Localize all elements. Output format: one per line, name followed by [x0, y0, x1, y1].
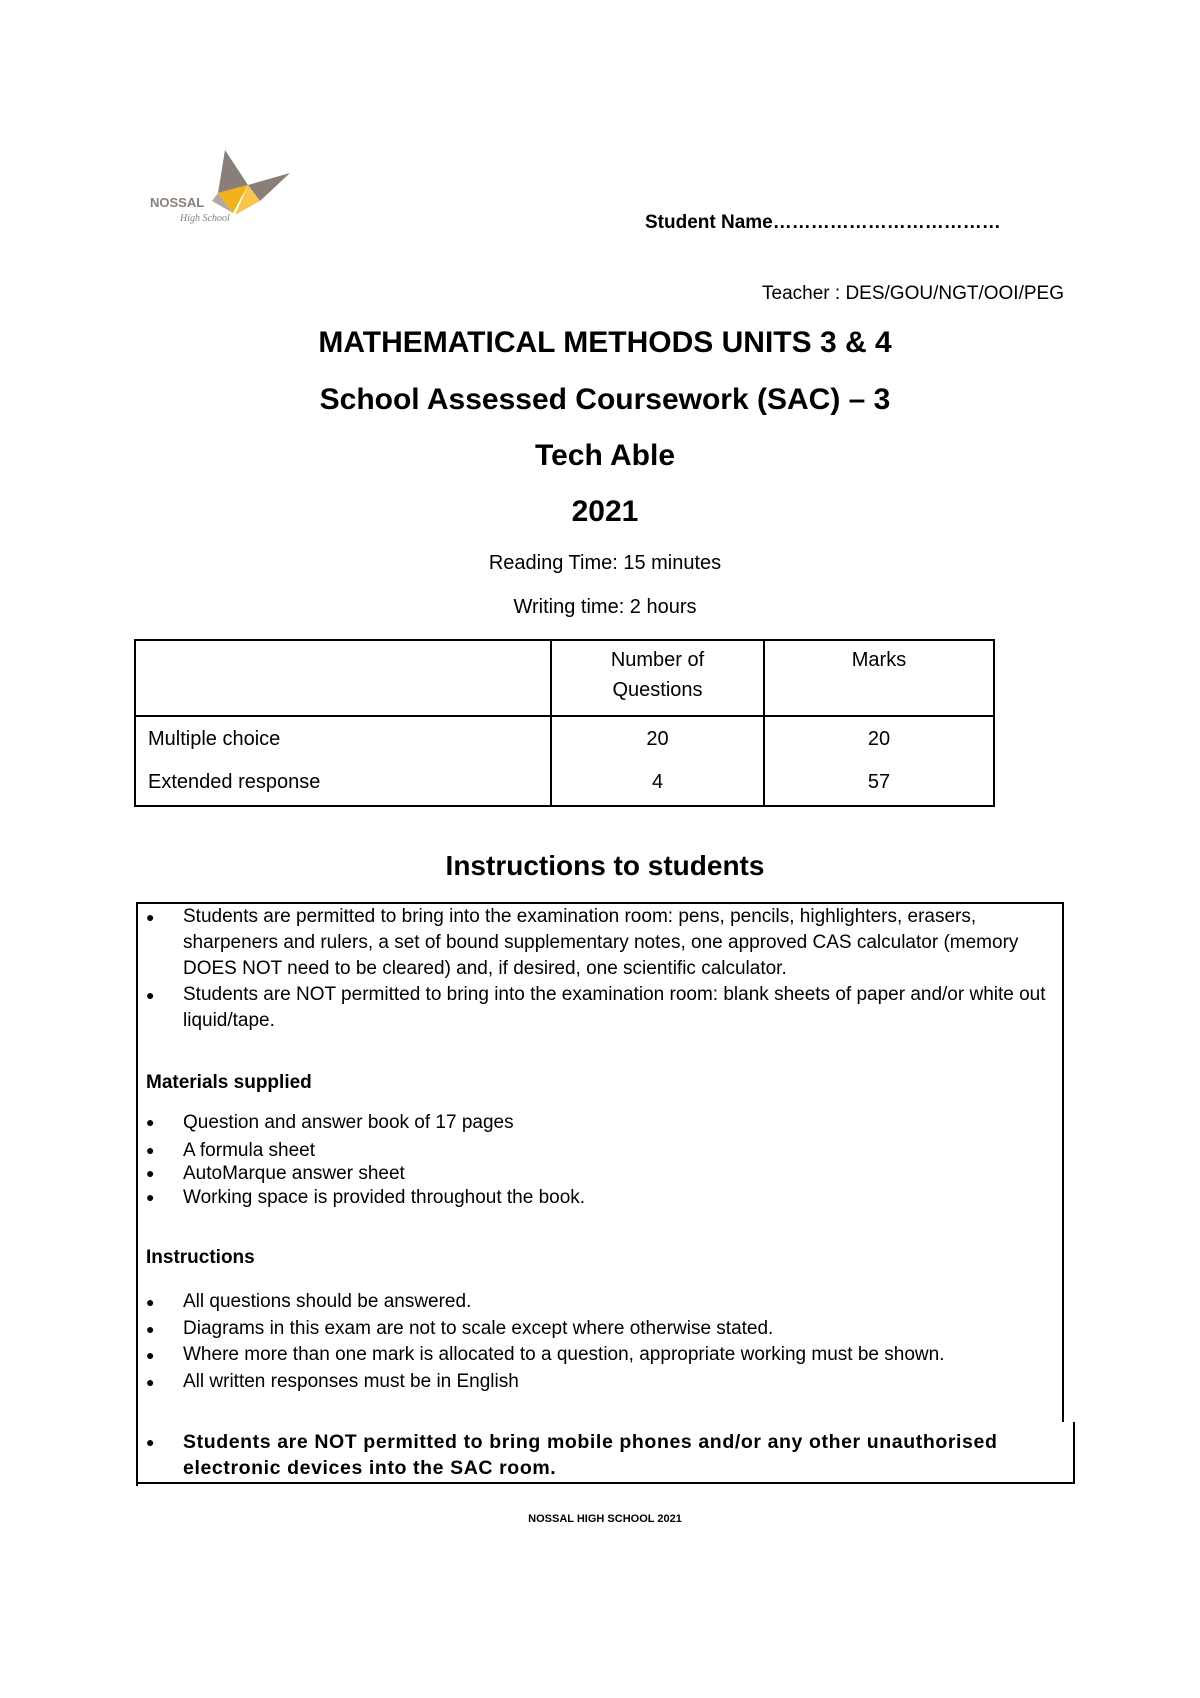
box-border	[1062, 902, 1064, 1422]
question-summary-table	[134, 639, 995, 807]
list-item	[146, 982, 1046, 1034]
bullet-icon: ●	[146, 1165, 155, 1181]
box-border	[136, 1482, 1075, 1484]
list-item-text: Students are permitted to bring into the examination room: pens, pencils, highlighters, erasers, sharpeners and rulers, a set of bound supplementary notes, one approved CAS calculator (memory DOES NOT need to be cleared) and, if desired, one scientific calculator.	[183, 906, 1019, 979]
list-item-text: Diagrams in this exam are not to scale except where otherwise stated.	[183, 1317, 774, 1339]
list-item	[146, 1186, 1046, 1210]
table-header-cell: Marks	[764, 640, 994, 716]
list-item-text: Where more than one mark is allocated to a question, appropriate working must be shown.	[183, 1344, 945, 1365]
logo-text-nossal: NOSSAL	[150, 195, 205, 210]
list-item-text: A formula sheet	[183, 1139, 316, 1161]
bullet-icon: ●	[146, 987, 155, 1003]
list-item	[146, 904, 1046, 982]
year-title: 2021	[571, 495, 639, 528]
table-header-cell	[551, 640, 764, 716]
bullet-icon: ●	[146, 1373, 155, 1390]
writing-time: Writing time: 2 hours	[513, 596, 697, 618]
logo-text-high-school: High School	[180, 213, 230, 224]
materials-supplied-label: Materials supplied	[146, 1072, 312, 1093]
table-cell: Multiple choice	[148, 728, 281, 750]
list-item	[146, 1139, 1046, 1163]
list-item-text: Question and answer book of 17 pages	[183, 1112, 514, 1133]
list-item-text: Students are NOT permitted to bring into the examination room: blank sheets of paper and/or white out liquid/tape.	[183, 984, 1046, 1031]
table-cell: 4	[551, 761, 764, 806]
list-item-text: Students are NOT permitted to bring mobile phones and/or any other unauthorised electronic devices into the SAC room.	[183, 1431, 998, 1479]
list-item	[146, 1111, 1046, 1135]
butterfly-logo-icon	[150, 145, 300, 230]
bullet-icon: ●	[146, 1320, 155, 1337]
bullet-icon: ●	[146, 1114, 155, 1130]
tech-able-title: Tech Able	[534, 439, 676, 472]
bullet-icon: ●	[146, 1294, 155, 1310]
bullet-icon: ●	[146, 1434, 156, 1450]
table-row	[135, 716, 994, 761]
bullet-icon: ●	[146, 909, 155, 925]
list-item-text: AutoMarque answer sheet	[183, 1163, 405, 1184]
list-item	[146, 1369, 1046, 1396]
instructions-label: Instructions	[146, 1247, 255, 1268]
page-footer: NOSSAL HIGH SCHOOL 2021	[528, 1513, 682, 1525]
table-cell: 20	[551, 716, 764, 761]
assessment-title: School Assessed Coursework (SAC) – 3	[319, 383, 891, 416]
list-item-text: All questions should be answered.	[183, 1291, 472, 1312]
list-item	[146, 1342, 1046, 1369]
list-item	[146, 1162, 1046, 1186]
instructions-heading: Instructions to students	[445, 850, 765, 881]
permitted-list	[146, 904, 1046, 1034]
materials-list	[146, 1111, 1046, 1209]
subject-title: MATHEMATICAL METHODS UNITS 3 & 4	[318, 326, 892, 359]
student-name-field: Student Name………………………………	[645, 212, 1001, 233]
list-item-text: All written responses must be in English	[183, 1370, 519, 1392]
table-cell: Extended response	[148, 771, 321, 793]
instructions-list	[146, 1289, 1046, 1395]
school-logo	[150, 145, 300, 230]
list-item-text: Working space is provided throughout the book.	[183, 1186, 586, 1208]
box-border	[1073, 1422, 1075, 1484]
teacher-codes: Teacher : DES/GOU/NGT/OOI/PEG	[762, 283, 1064, 304]
bullet-icon: ●	[146, 1188, 155, 1205]
table-cell: 57	[764, 761, 994, 806]
table-cell: 20	[764, 716, 994, 761]
table-header-cell	[135, 640, 551, 716]
bullet-icon: ●	[146, 1347, 155, 1363]
mobile-phone-warning	[146, 1429, 1068, 1481]
table-row	[135, 761, 994, 806]
list-item	[146, 1316, 1046, 1343]
bullet-icon: ●	[146, 1141, 155, 1158]
table-header-row	[135, 640, 994, 716]
reading-time: Reading Time: 15 minutes	[488, 552, 722, 574]
list-item	[146, 1429, 1068, 1481]
list-item	[146, 1289, 1046, 1316]
header-number-of-questions: Number of Questions	[610, 649, 705, 701]
